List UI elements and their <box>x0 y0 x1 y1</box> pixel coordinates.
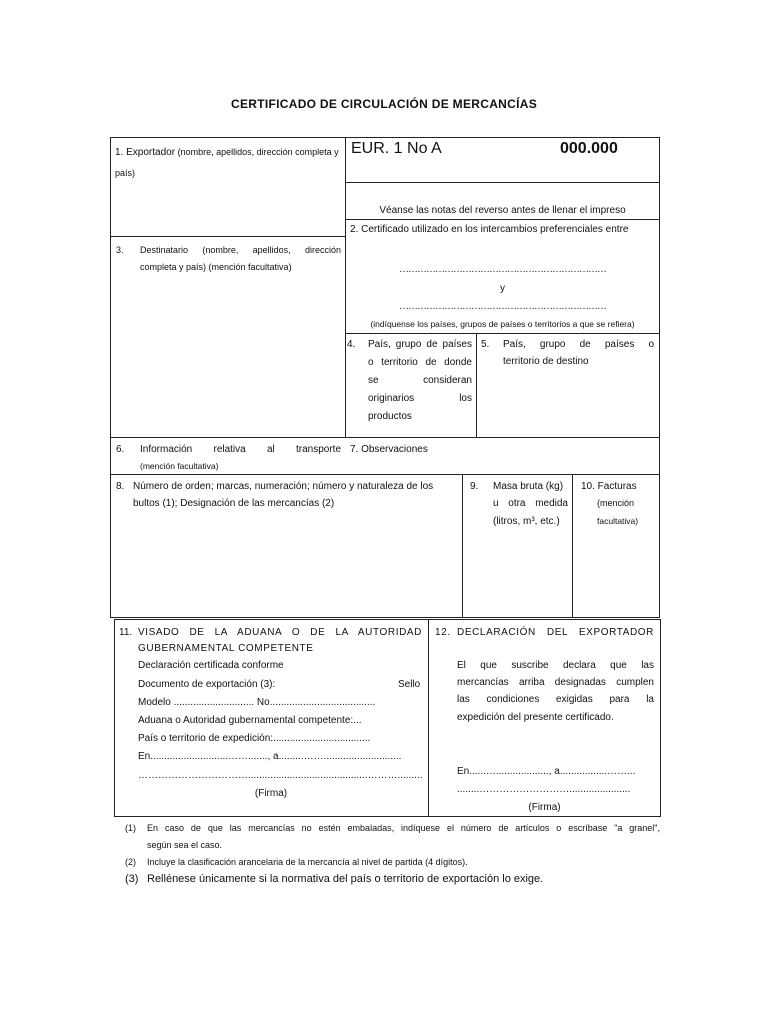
box9-line1: Masa bruta (kg) <box>493 481 564 492</box>
footnote-3-text: Rellénese únicamente si la normativa del país o territorio de exportación lo exige. <box>147 873 544 885</box>
box4-line5: productos <box>368 411 412 422</box>
box11-stamp: Sello <box>398 679 421 690</box>
box6-num: 6. <box>116 444 125 455</box>
box4-line2: o territorio de donde <box>368 357 472 368</box>
box2-label: 2. Certificado utilizado en los intercambios preferenciales entre <box>350 224 629 235</box>
box12-place-date: En......…..................., a.................……... <box>457 766 636 777</box>
box9-num: 9. <box>470 481 479 492</box>
box11-num: 11. <box>119 627 133 638</box>
box11-line1: VISADO DE LA ADUANA O DE LA AUTORIDAD <box>138 627 422 638</box>
box5-line1: País, grupo de países o <box>503 339 654 350</box>
box9-line2: u otra medida <box>493 498 568 509</box>
box5-num: 5. <box>481 339 490 350</box>
box3-line2: completa y país) (mención facultativa) <box>140 262 292 272</box>
exporter-box <box>115 143 343 182</box>
box2-country-dots-1: …………………………………………………………… <box>399 264 606 275</box>
box3-num: 3. <box>116 245 124 255</box>
box11-line2: GUBERNAMENTAL COMPETENTE <box>138 643 314 654</box>
box2-country-dots-2: …………………………………………………………… <box>399 301 606 312</box>
footnote-2-text: Incluye la clasificación arancelaria de la mercancía al nivel de partida (4 dígitos). <box>147 857 468 867</box>
certificate-number: 000.000 <box>560 140 618 157</box>
footnote-1-text-cont: según sea el caso. <box>147 840 223 850</box>
exporter-detail: (nombre, apellidos, dirección completa y <box>177 147 339 157</box>
box3-line1: Destinatario (nombre, apellidos, dirección <box>140 245 341 255</box>
box10-line3: facultativa) <box>597 516 639 526</box>
box12-signature: (Firma) <box>528 802 561 813</box>
box12-text-3: las condiciones exigidas para la <box>457 694 654 705</box>
box11-export-doc: Documento de exportación (3): <box>138 679 276 690</box>
box10-line1: 10. Facturas <box>581 481 637 492</box>
box4-line1: País, grupo de países <box>368 339 472 350</box>
box9-line3: (litros, m³, etc.) <box>493 516 560 527</box>
box11-customs: Aduana o Autoridad gubernamental competente:... <box>138 715 362 726</box>
box11-signature: (Firma) <box>254 788 288 799</box>
box12-num: 12. <box>435 627 451 638</box>
box11-signature-line: ……………………………...........................................………......... <box>138 770 423 781</box>
box6-line1: Información relativa al transporte <box>140 444 341 455</box>
exporter-detail-country: país) <box>115 168 136 178</box>
box5-line2: territorio de destino <box>503 356 589 367</box>
box12-signature-line: ........………………………...................... <box>457 784 631 795</box>
exporter-label: 1. Exportador <box>115 147 176 158</box>
box4-line4: originarios los <box>368 393 472 404</box>
box4-line3: se consideran <box>368 375 472 386</box>
box7-label: 7. Observaciones <box>350 444 428 455</box>
box11-model: Modelo ............................. No...................................... <box>138 697 376 708</box>
eur-certificate-id: EUR. 1 No A <box>351 140 442 157</box>
box11-place-date: En............................……......., a.........……............................ <box>138 751 402 762</box>
box8-num: 8. <box>116 481 125 492</box>
box12-text-4: expedición del presente certificado. <box>457 712 614 723</box>
box6-line2: (mención facultativa) <box>140 461 219 471</box>
reverse-notes: Véanse las notas del reverso antes de llenar el impreso <box>379 205 626 216</box>
box8-line1: Número de orden; marcas, numeración; número y naturaleza de los <box>133 481 434 492</box>
box2-note: (indíquense los países, grupos de países o territorios a que se refiera) <box>370 319 635 329</box>
footnote-2-num: (2) <box>125 857 136 867</box>
document-title: CERTIFICADO DE CIRCULACIÓN DE MERCANCÍAS <box>231 97 537 111</box>
box8-line2: bultos (1); Designación de las mercancías (2) <box>133 498 335 509</box>
box4-num: 4. <box>347 339 356 350</box>
footnote-3-num: (3) <box>125 873 139 885</box>
box11-declaration: Declaración certificada conforme <box>138 660 284 671</box>
box12-heading: DECLARACIÓN DEL EXPORTADOR <box>457 627 654 638</box>
box11-country: País o territorio de expedición:................................... <box>138 733 371 744</box>
footnote-1-text: En caso de que las mercancías no estén embaladas, indíquese el número de artículos o escríbase "a granel", <box>147 823 660 833</box>
box12-text-2: mercancías arriba designadas cumplen <box>457 677 654 688</box>
box2-and: y <box>500 283 505 294</box>
box10-line2: (mención <box>597 498 635 508</box>
footnote-1-num: (1) <box>125 823 136 833</box>
box12-text-1: El que suscribe declara que las <box>457 660 654 671</box>
